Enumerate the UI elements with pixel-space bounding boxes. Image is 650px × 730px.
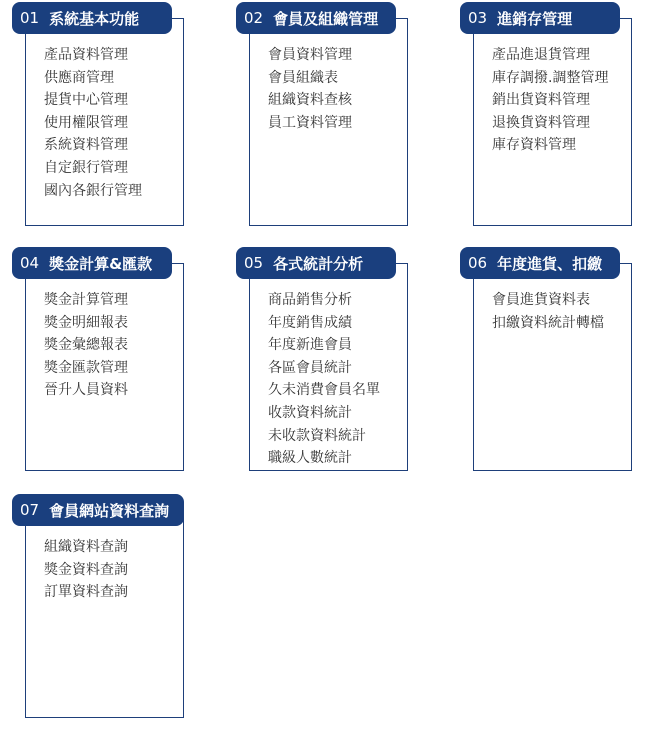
module-panel	[25, 263, 184, 471]
menu-item[interactable]: 國內各銀行管理	[44, 182, 142, 199]
menu-list	[268, 289, 380, 470]
module-title: 獎金計算&匯款	[49, 254, 153, 273]
module-title: 進銷存管理	[497, 9, 573, 28]
menu-item[interactable]: 系統資料管理	[44, 137, 128, 154]
menu-list	[492, 289, 604, 334]
module-title: 年度進貨、扣繳	[497, 254, 603, 273]
menu-list	[44, 289, 128, 402]
menu-list	[268, 44, 352, 134]
module-panel	[249, 263, 408, 471]
menu-item[interactable]: 獎金計算管理	[44, 292, 128, 308]
module-tab[interactable]	[236, 2, 396, 34]
menu-item[interactable]: 職級人數統計	[268, 450, 352, 467]
module-panel	[249, 18, 408, 226]
menu-item[interactable]: 獎金彙總報表	[44, 337, 128, 354]
module-title: 系統基本功能	[49, 9, 140, 28]
menu-item[interactable]: 自定銀行管理	[44, 159, 128, 176]
module-panel	[25, 18, 184, 226]
module-panel	[473, 18, 632, 226]
menu-item[interactable]: 訂單資料查詢	[44, 584, 128, 601]
menu-item[interactable]: 會員進貨資料表	[492, 292, 590, 308]
module-tab[interactable]	[236, 247, 396, 279]
menu-list	[44, 44, 142, 202]
menu-item[interactable]: 扣繳資料統計轉檔	[492, 314, 604, 331]
module-number: 02	[244, 9, 264, 27]
module-tab[interactable]	[460, 247, 620, 279]
module-tab[interactable]	[12, 2, 172, 34]
menu-item[interactable]: 產品資料管理	[44, 47, 128, 63]
menu-item[interactable]: 員工資料管理	[268, 114, 352, 131]
menu-item[interactable]: 各區會員統計	[268, 359, 352, 376]
module-title: 會員網站資料查詢	[49, 501, 170, 520]
module-tab[interactable]	[12, 494, 184, 526]
menu-item[interactable]: 產品進退貨管理	[492, 47, 590, 63]
module-title: 會員及組織管理	[273, 9, 379, 28]
module-number: 04	[20, 254, 40, 272]
module-number: 01	[20, 9, 40, 27]
module-title: 各式統計分析	[273, 254, 364, 273]
menu-item[interactable]: 久未消費會員名單	[268, 382, 380, 399]
menu-item[interactable]: 獎金匯款管理	[44, 359, 128, 376]
module-number: 03	[468, 9, 488, 27]
module-number: 07	[20, 501, 40, 519]
menu-item[interactable]: 庫存調撥.調整管理	[492, 69, 609, 86]
menu-item[interactable]: 退換貨資料管理	[492, 114, 590, 131]
module-panel	[25, 510, 184, 718]
menu-item[interactable]: 獎金明細報表	[44, 314, 128, 331]
menu-item[interactable]: 庫存資料管理	[492, 137, 576, 154]
menu-item[interactable]: 年度新進會員	[268, 337, 352, 354]
module-panel	[473, 263, 632, 471]
module-number: 05	[244, 254, 264, 272]
menu-item[interactable]: 銷出貨資料管理	[492, 92, 590, 109]
menu-item[interactable]: 提貨中心管理	[44, 92, 128, 109]
menu-item[interactable]: 組織資料查核	[268, 92, 352, 109]
menu-item[interactable]: 使用權限管理	[44, 114, 128, 131]
menu-item[interactable]: 會員組織表	[268, 69, 338, 86]
menu-item[interactable]: 未收款資料統計	[268, 427, 366, 444]
menu-item[interactable]: 組織資料查詢	[44, 539, 128, 555]
menu-list	[492, 44, 608, 157]
menu-item[interactable]: 會員資料管理	[268, 47, 352, 63]
menu-item[interactable]: 商品銷售分析	[268, 292, 352, 308]
module-tab[interactable]	[12, 247, 172, 279]
menu-item[interactable]: 供應商管理	[44, 69, 114, 86]
menu-item[interactable]: 收款資料統計	[268, 404, 352, 421]
menu-item[interactable]: 年度銷售成績	[268, 314, 352, 331]
module-number: 06	[468, 254, 488, 272]
menu-item[interactable]: 獎金資料查詢	[44, 561, 128, 578]
menu-item[interactable]: 晉升人員資料	[44, 382, 128, 399]
menu-list	[44, 536, 128, 604]
module-tab[interactable]	[460, 2, 620, 34]
